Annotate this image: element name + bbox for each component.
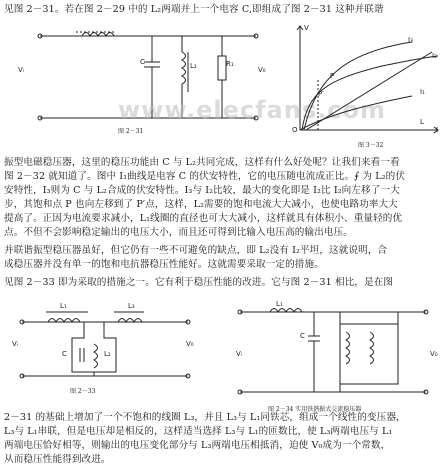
figure-2-33-circuit <box>8 300 208 390</box>
watermark: www.elecfans.com <box>118 96 386 124</box>
fig32-label-i1: I₁ <box>420 88 425 96</box>
para1-line-6: 点。不但不会影响稳定输出的电压大小，而且还可得到比输入电压高的输出电压。 <box>4 227 353 238</box>
fig32-label-v: V <box>304 24 309 32</box>
fig33-label-c: C <box>62 350 67 358</box>
fig33-label-l1: L₁ <box>60 302 67 310</box>
para3-line-3: 两端电压恰好相等，则输出的电压变化部分与 L₃两端电压相抵消，迫使 V₀成为一个常数， <box>4 440 391 451</box>
fig34-label-vi: Vᵢ <box>236 350 243 358</box>
para1-line-1: 振型电磁稳压器，这里的稳压功能由 C 与 L₂共同完成，这样有什么好处呢？让我们来看一看 <box>4 157 400 168</box>
para1-line-3: 安特性，I₃则为 C 与 L₂合成的伏安特性。I₃与 I₂比较，最大的变化即是 I₂比 I₂向左移了一大 <box>4 185 400 196</box>
para2-line-1: 并联谐振型稳压器虽好，但它仍有一些不可避免的缺点，即 L₂没有 I₂平坦，这就说明，合 <box>4 245 388 256</box>
para3-line-4: 从而稳压性能得到改进。 <box>4 454 111 465</box>
fig31-label-vo: V₀ <box>258 66 266 74</box>
fig31-caption: 图 2－31 <box>118 128 144 135</box>
fig34-label-c: C <box>300 332 305 340</box>
fig32-label-pp: P′ <box>318 90 324 98</box>
intro-line: 见图 2－31。若在图 2－29 中的 L₂两端并上一个电容 C,即组成了图 2－31 这种并联谐 <box>4 4 384 15</box>
fig34-label-l1: L₁ <box>276 300 283 308</box>
fig31-label-vi: Vᵢ <box>18 66 25 74</box>
fig32-label-i: I <box>436 126 439 134</box>
fig33-caption: 图 2－33 <box>70 388 96 395</box>
para3-line-2: L₃与 L₁串联，但是电压却是相反的，这样适当选择 L₃与 L₁的匝数比，使 L₃两端电压与 L₁ <box>4 426 393 437</box>
para2-line-2: 成稳压器并没有单一的饱和电抗器稳压性能好。这就需要采取一定的措施。 <box>4 259 324 270</box>
fig34-caption: 图 2－34 实用铁谐振式交流稳压器 <box>268 406 362 413</box>
fig33-label-vo: V₀ <box>186 340 194 348</box>
fig31-label-l2: L₂ <box>190 62 197 70</box>
fig32-caption: 图 3－32 <box>358 142 384 149</box>
para1-line-2: 图 2－32 就知道了。图中 I₁曲线是电容 C 的伏安特性，它的电压随电流成正比。⨍ 为 L₂的伏 <box>4 171 406 182</box>
fig33-label-l2: L₂ <box>104 350 111 358</box>
fig32-label-l: L <box>420 118 424 126</box>
fig32-label-i2: I₂ <box>432 52 437 60</box>
fig32-label-i3: I₃ <box>408 36 413 44</box>
fig31-label-c: C <box>140 58 145 66</box>
fig33-label-vi: Vᵢ <box>12 340 19 348</box>
para2-line-3: 见图 2－33 即为采取的措施之一。它有利于稳压性能的改进。它与图 2－31 相比，是在图 <box>4 277 394 288</box>
fig32-label-p: P <box>330 72 335 80</box>
figure-2-34-circuit <box>230 300 440 405</box>
fig33-label-l3: L₃ <box>128 302 135 310</box>
para1-line-5: 提高了。正因为电流要求减小，L₁线圈的直径也可大大减小，这样就具有体积小、重量轻的优 <box>4 213 403 224</box>
fig32-label-o: O <box>292 126 298 134</box>
para1-line-4: 步，其饱和点 P 也向左移到了 P′点，这样，L₂需要的饱和电流大大减小，也使电路功率大大 <box>4 199 398 210</box>
para3-line-1: 2－31 的基础上增加了一个不饱和的线圈 L₃，并且 L₃与 L₁同铁芯，组成一个线性的变压器， <box>4 412 406 423</box>
fig31-label-r: R₁ <box>226 60 234 68</box>
fig34-label-vo: V₀ <box>430 350 438 358</box>
